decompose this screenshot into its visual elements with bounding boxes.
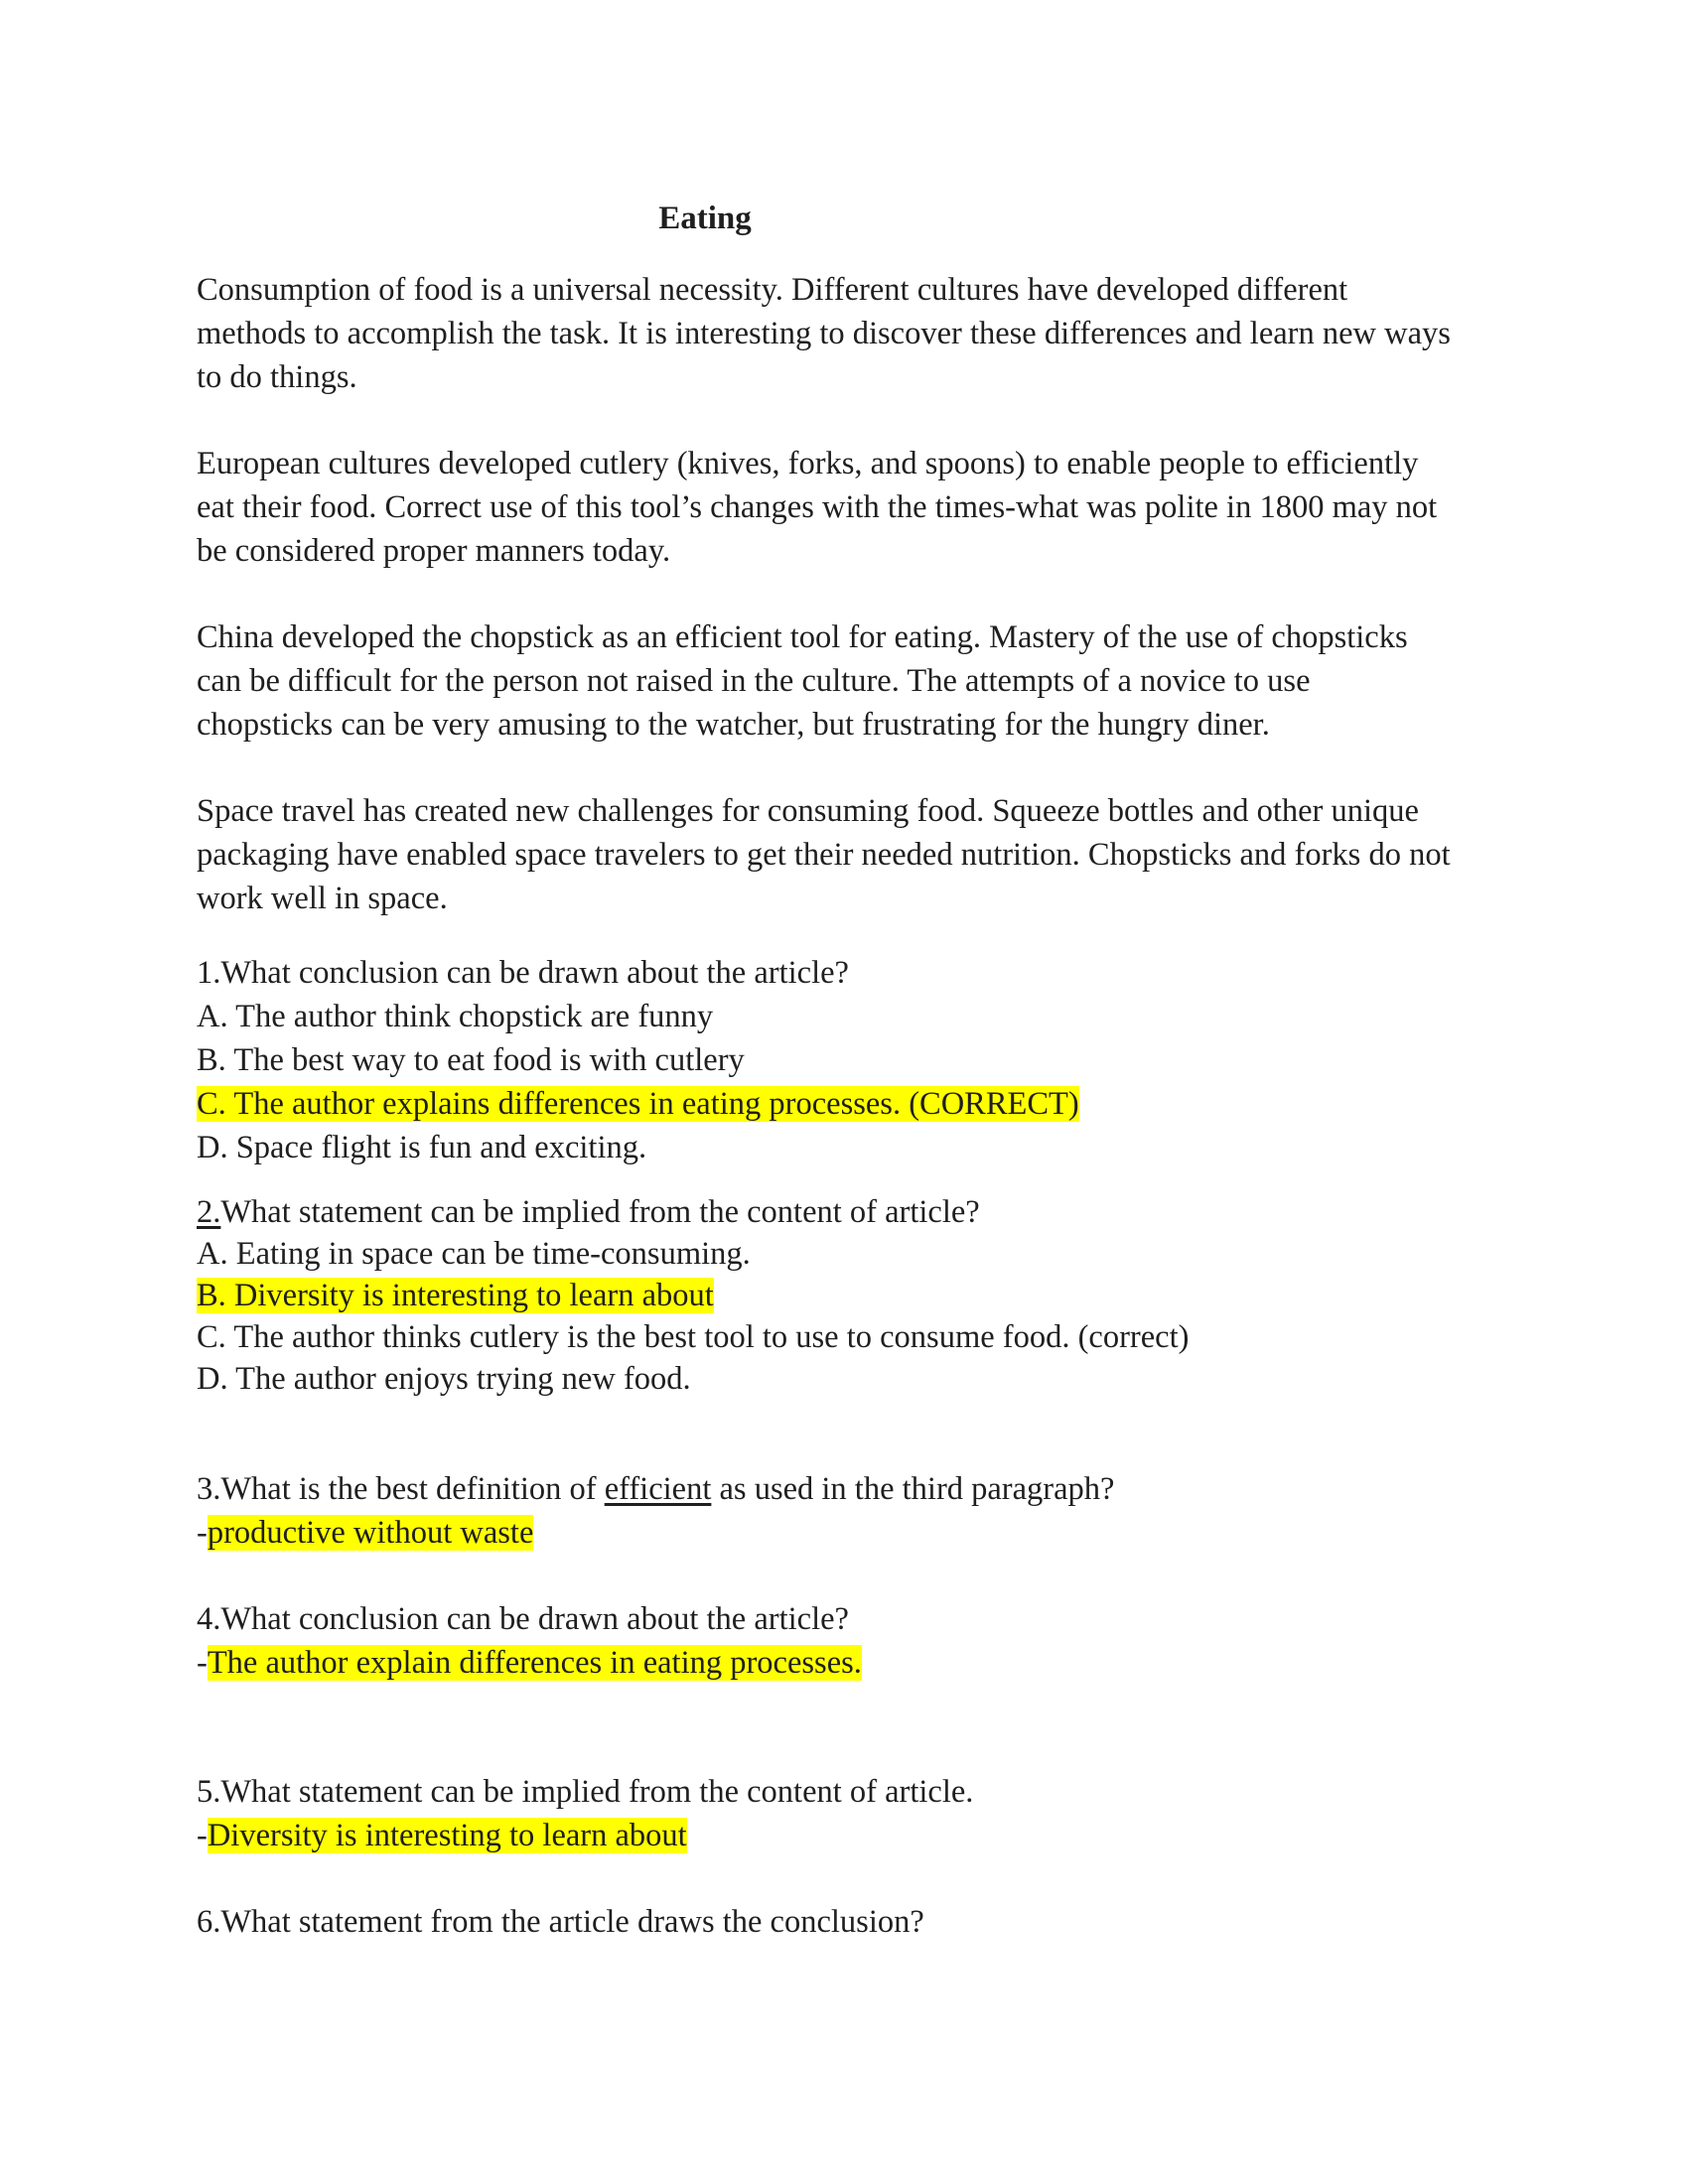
answer-line [197, 1814, 1497, 1857]
question-prompt: 1.What conclusion can be drawn about the article? [197, 955, 849, 991]
answer-line [197, 1641, 1497, 1685]
question-2 [197, 1191, 1497, 1400]
answer-option: D. The author enjoys trying new food. [197, 1361, 691, 1397]
answer-option-highlighted: B. Diversity is interesting to learn about [197, 1278, 714, 1313]
prompt-text: 3.What is the best definition of [197, 1471, 605, 1507]
answer-dash: - [197, 1645, 208, 1681]
paragraph-line: methods to accomplish the task. It is interesting to discover these differences and learn new ways [197, 316, 1451, 351]
question-prompt-text: What statement can be implied from the content of article? [220, 1194, 980, 1230]
paragraph-2 [197, 442, 1497, 573]
answer-line [197, 1511, 1497, 1555]
paragraph-1 [197, 268, 1497, 399]
answer-option: A. The author think chopstick are funny [197, 999, 714, 1034]
answer-option: D. Space flight is fun and exciting. [197, 1130, 647, 1165]
question-6 [197, 1900, 1497, 1944]
answer-option: C. The author thinks cutlery is the best tool to use to consume food. (correct) [197, 1319, 1190, 1355]
paragraph-line: China developed the chopstick as an efficient tool for eating. Mastery of the use of chopsticks [197, 619, 1408, 655]
answer-dash: - [197, 1515, 208, 1551]
question-prompt: 4.What conclusion can be drawn about the article? [197, 1601, 849, 1637]
answer-option: A. Eating in space can be time-consuming. [197, 1236, 751, 1272]
paragraph-line: to do things. [197, 359, 357, 395]
question-prompt: 5.What statement can be implied from the content of article. [197, 1774, 974, 1810]
answer-highlighted: Diversity is interesting to learn about [207, 1818, 687, 1853]
question-3 [197, 1467, 1497, 1555]
answer-highlighted: productive without waste [207, 1515, 534, 1551]
paragraph-line: Space travel has created new challenges for consuming food. Squeeze bottles and other unique [197, 793, 1419, 829]
document-title: Eating [658, 201, 752, 236]
answer-option-highlighted: C. The author explains differences in eating processes. (CORRECT) [197, 1086, 1079, 1122]
question-5 [197, 1770, 1497, 1857]
paragraph-line: chopsticks can be very amusing to the watcher, but frustrating for the hungry diner. [197, 707, 1270, 743]
question-4 [197, 1597, 1497, 1685]
underlined-word: efficient [604, 1471, 712, 1507]
paragraph-line: work well in space. [197, 881, 448, 916]
question-prompt [197, 1467, 1497, 1511]
paragraph-3 [197, 615, 1497, 747]
question-number: 2. [197, 1194, 221, 1230]
paragraph-line: can be difficult for the person not raised in the culture. The attempts of a novice to use [197, 663, 1311, 699]
question-1 [197, 951, 1497, 1169]
answer-highlighted: The author explain differences in eating processes. [207, 1645, 862, 1681]
prompt-text: as used in the third paragraph? [711, 1471, 1115, 1507]
answer-option: B. The best way to eat food is with cutlery [197, 1042, 745, 1078]
paragraph-line: Consumption of food is a universal necessity. Different cultures have developed different [197, 272, 1348, 308]
paragraph-line: packaging have enabled space travelers to get their needed nutrition. Chopsticks and forks do not [197, 837, 1451, 873]
answer-dash: - [197, 1818, 208, 1853]
question-prompt [197, 1191, 1497, 1233]
question-prompt: 6.What statement from the article draws the conclusion? [197, 1904, 924, 1940]
paragraph-line: eat their food. Correct use of this tool’s changes with the times-what was polite in 1800 may not [197, 489, 1438, 525]
paragraph-line: European cultures developed cutlery (knives, forks, and spoons) to enable people to efficiently [197, 446, 1419, 481]
paragraph-4 [197, 789, 1497, 920]
paragraph-line: be considered proper manners today. [197, 533, 671, 569]
